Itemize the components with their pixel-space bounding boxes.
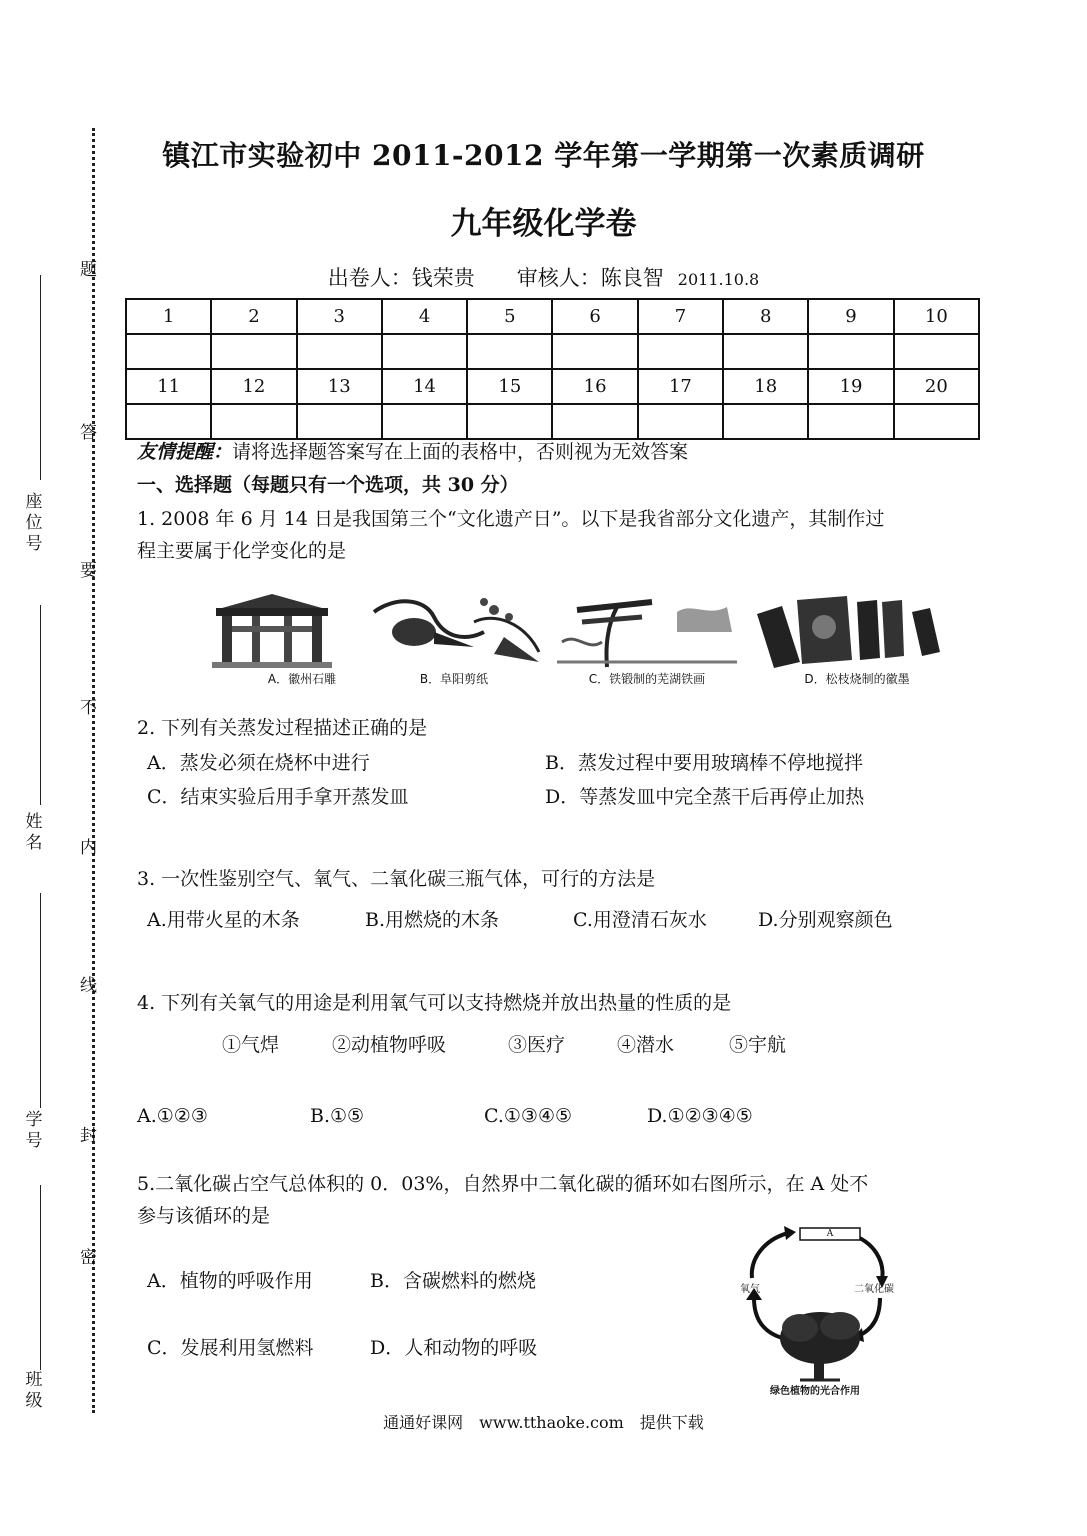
exam-subtitle: 九年级化学卷 bbox=[450, 206, 637, 242]
answer-cell[interactable] bbox=[894, 334, 979, 369]
question-number-cell: 4 bbox=[382, 299, 467, 334]
answer-cell[interactable] bbox=[211, 334, 296, 369]
question-number-cell: 10 bbox=[894, 299, 979, 334]
section-title: 一、选择题（每题只有一个选项，共 30 分） bbox=[137, 474, 519, 496]
seal-char: 不 bbox=[80, 698, 97, 718]
question-number-cell: 15 bbox=[467, 369, 552, 404]
question-number-cell: 17 bbox=[638, 369, 723, 404]
q2-stem: 2. 下列有关蒸发过程描述正确的是 bbox=[137, 717, 428, 739]
seal-char: 内 bbox=[80, 838, 97, 858]
question-number-cell: 20 bbox=[894, 369, 979, 404]
q5-stem-line2: 参与该循环的是 bbox=[137, 1205, 271, 1227]
question-number-cell: 7 bbox=[638, 299, 723, 334]
q3-option-a[interactable]: A.用带火星的木条 bbox=[147, 909, 300, 931]
q5-option-c[interactable]: C．发展利用氢燃料 bbox=[147, 1337, 314, 1359]
q3-option-d[interactable]: D.分别观察颜色 bbox=[758, 909, 893, 931]
table-row bbox=[126, 334, 979, 369]
question-number-cell: 11 bbox=[126, 369, 211, 404]
answer-cell[interactable] bbox=[126, 404, 211, 439]
q4-option-d[interactable]: D.①②③④⑤ bbox=[647, 1105, 753, 1127]
diagram-bottom-label: 绿色植物的光合作用 bbox=[770, 1386, 860, 1397]
tip-line bbox=[137, 437, 688, 464]
q5-stem-line1: 5.二氧化碳占空气总体积的 0．03%，自然界中二氧化碳的循环如右图所示，在 A 处不 bbox=[137, 1173, 869, 1195]
answer-cell[interactable] bbox=[467, 404, 552, 439]
q3-option-b[interactable]: B.用燃烧的木条 bbox=[365, 909, 500, 931]
question-number-cell: 5 bbox=[467, 299, 552, 334]
seal-char: 要 bbox=[80, 561, 97, 581]
answer-cell[interactable] bbox=[297, 404, 382, 439]
exam-date: 2011.10.8 bbox=[677, 270, 760, 289]
question-number-cell: 16 bbox=[552, 369, 637, 404]
q4-option-a[interactable]: A.①②③ bbox=[137, 1105, 208, 1127]
q2-option-d[interactable]: D．等蒸发皿中完全蒸干后再停止加热 bbox=[545, 786, 865, 808]
q4-item: ③医疗 bbox=[508, 1034, 566, 1056]
question-number-cell: 12 bbox=[211, 369, 296, 404]
figure-paper-cut bbox=[364, 592, 544, 687]
cycle-arrows-icon bbox=[730, 1220, 900, 1398]
class-label: 班级 bbox=[25, 1370, 43, 1411]
table-row bbox=[126, 369, 979, 404]
diagram-box-label: A bbox=[826, 1229, 834, 1239]
answer-cell[interactable] bbox=[297, 334, 382, 369]
q4-item: ⑤宇航 bbox=[729, 1034, 787, 1056]
q2-option-a[interactable]: A．蒸发必须在烧杯中进行 bbox=[147, 752, 370, 774]
figure-caption: A．徽州石雕 bbox=[267, 672, 337, 686]
figure-caption: B．阜阳剪纸 bbox=[419, 672, 489, 686]
figure-iron-painting bbox=[557, 592, 737, 687]
student-number-label: 学号 bbox=[25, 1110, 43, 1151]
seal-char: 题 bbox=[80, 260, 97, 280]
answer-table bbox=[125, 298, 980, 440]
q3-stem: 3. 一次性鉴别空气、氧气、二氧化碳三瓶气体，可行的方法是 bbox=[137, 868, 656, 890]
answer-cell[interactable] bbox=[723, 404, 808, 439]
seat-number-label: 座位号 bbox=[25, 492, 43, 554]
figure-ink-sticks bbox=[752, 592, 962, 687]
q4-option-c[interactable]: C.①③④⑤ bbox=[484, 1105, 573, 1127]
q4-item: ②动植物呼吸 bbox=[332, 1034, 447, 1056]
question-number-cell: 9 bbox=[808, 299, 893, 334]
carbon-cycle-diagram bbox=[730, 1220, 900, 1398]
q4-stem: 4. 下列有关氧气的用途是利用氧气可以支持燃烧并放出热量的性质的是 bbox=[137, 992, 732, 1014]
seat-field-line[interactable] bbox=[40, 275, 41, 480]
paper-cut-bird-icon bbox=[364, 592, 544, 668]
q5-option-a[interactable]: A．植物的呼吸作用 bbox=[147, 1270, 313, 1292]
q5-option-b[interactable]: B．含碳燃料的燃烧 bbox=[370, 1270, 536, 1292]
q1-figures bbox=[212, 592, 982, 687]
answer-cell[interactable] bbox=[638, 404, 723, 439]
diagram-left-label: 氧气 bbox=[740, 1284, 760, 1295]
answer-cell[interactable] bbox=[382, 404, 467, 439]
answer-cell[interactable] bbox=[211, 404, 296, 439]
question-number-cell: 18 bbox=[723, 369, 808, 404]
authors-line bbox=[0, 262, 1087, 292]
answer-cell[interactable] bbox=[126, 334, 211, 369]
q4-item: ④潜水 bbox=[617, 1034, 675, 1056]
answer-cell[interactable] bbox=[552, 404, 637, 439]
answer-cell[interactable] bbox=[382, 334, 467, 369]
q3-option-c[interactable]: C.用澄清石灰水 bbox=[573, 909, 707, 931]
seal-char: 答 bbox=[80, 423, 97, 443]
q1-stem-line1: 1. 2008 年 6 月 14 日是我国第三个“文化遗产日”。以下是我省部分文化遗产，其制作过 bbox=[137, 508, 885, 530]
answer-cell[interactable] bbox=[723, 334, 808, 369]
name-field-line[interactable] bbox=[40, 605, 41, 805]
question-number-cell: 19 bbox=[808, 369, 893, 404]
q4-item: ①气焊 bbox=[222, 1034, 280, 1056]
class-field-line[interactable] bbox=[40, 1185, 41, 1370]
answer-cell[interactable] bbox=[552, 334, 637, 369]
seal-char: 封 bbox=[80, 1126, 97, 1146]
question-number-cell: 6 bbox=[552, 299, 637, 334]
tip-text: 请将选择题答案写在上面的表格中，否则视为无效答案 bbox=[232, 441, 689, 463]
footer-text: 通通好课网 www.tthaoke.com 提供下载 bbox=[383, 1413, 704, 1432]
table-row bbox=[126, 299, 979, 334]
ink-stick-icon bbox=[752, 592, 942, 668]
answer-cell[interactable] bbox=[638, 334, 723, 369]
question-number-cell: 8 bbox=[723, 299, 808, 334]
exam-title: 镇江市实验初中 2011-2012 学年第一学期第一次素质调研 bbox=[162, 139, 925, 172]
binding-dotted-line bbox=[92, 128, 95, 1413]
tip-label: 友情提醒： bbox=[137, 441, 233, 463]
student-number-field-line[interactable] bbox=[40, 893, 41, 1108]
answer-cell[interactable] bbox=[808, 404, 893, 439]
question-number-cell: 13 bbox=[297, 369, 382, 404]
seal-char: 线 bbox=[80, 976, 97, 996]
question-number-cell: 14 bbox=[382, 369, 467, 404]
q1-stem-line2: 程主要属于化学变化的是 bbox=[137, 540, 347, 562]
q2-option-c[interactable]: C．结束实验后用手拿开蒸发皿 bbox=[147, 786, 409, 808]
table-row bbox=[126, 404, 979, 439]
question-number-cell: 3 bbox=[297, 299, 382, 334]
name-label: 姓名 bbox=[25, 812, 43, 853]
seal-char: 密 bbox=[80, 1248, 97, 1268]
authors: 出卷人：钱荣贵 审核人：陈良智 bbox=[327, 266, 664, 290]
q4-option-b[interactable]: B.①⑤ bbox=[310, 1105, 365, 1127]
figure-caption: D．松枝烧制的徽墨 bbox=[804, 672, 910, 686]
archway-icon bbox=[212, 592, 332, 668]
question-number-cell: 2 bbox=[211, 299, 296, 334]
figure-caption: C．铁锻制的芜湖铁画 bbox=[588, 672, 706, 686]
answer-cell[interactable] bbox=[808, 334, 893, 369]
q5-option-d[interactable]: D．人和动物的呼吸 bbox=[370, 1337, 538, 1359]
diagram-right-label: 二氧化碳 bbox=[854, 1284, 894, 1295]
question-number-cell: 1 bbox=[126, 299, 211, 334]
pine-tree-icon bbox=[557, 592, 737, 668]
q2-option-b[interactable]: B．蒸发过程中要用玻璃棒不停地搅拌 bbox=[545, 752, 863, 774]
answer-cell[interactable] bbox=[467, 334, 552, 369]
answer-cell[interactable] bbox=[894, 404, 979, 439]
